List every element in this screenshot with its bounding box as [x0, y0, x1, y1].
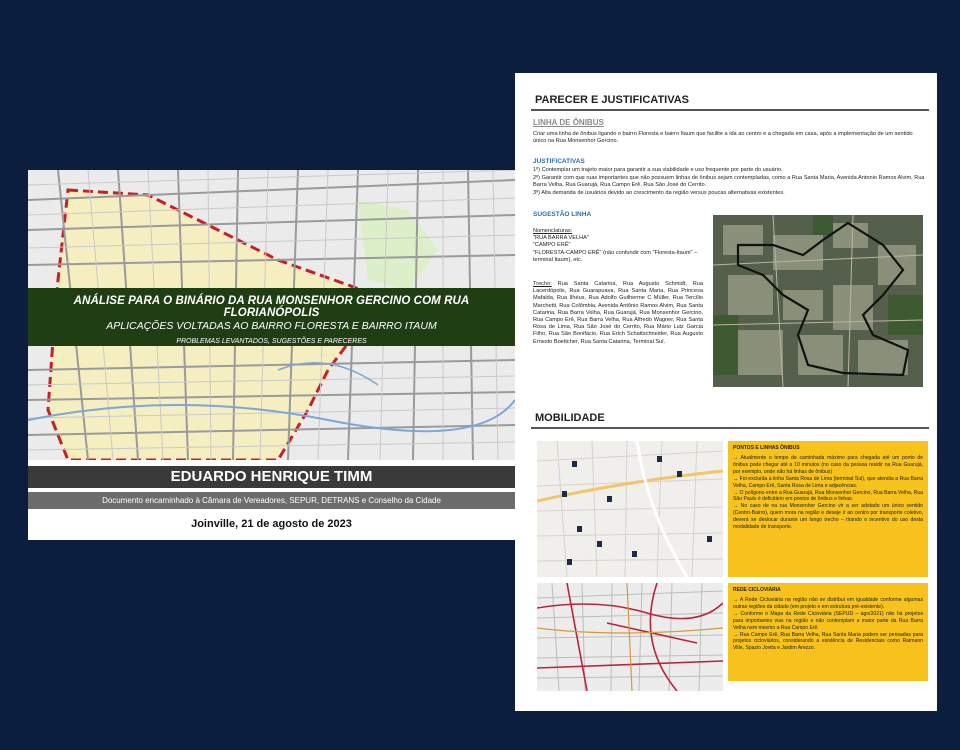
cover-subtitle: APLICAÇÕES VOLTADAS AO BAIRRO FLORESTA E BAIRRO ITAUM [106, 320, 437, 332]
justificativas-heading: JUSTIFICATIVAS [533, 158, 585, 165]
trecho-label: Trecho: [533, 281, 552, 287]
justificativa-2: 2º) Garantir com que ruas importantes que não possuem linhas de ônibus sejam contempladas, como a Rua Santa Maria, Avenida Antonio Ramos Alvim, Rua Barra Velha, Rua Guarujá, Rua Campo Erê, Rua São José do Cerrito. [533, 175, 925, 189]
bus-stops-box-title: PONTOS E LINHAS ÔNIBUS [733, 445, 800, 451]
bike-network-box-text: → A Rede Cicloviária na região não se distribui em igualdade conforme algumas outras regiões da cidade (em projeto e em estrutura pré-existente). → Conforme o Mapa da Rede Cicloviária (SEPUD – ago/2021) não há projetos para importantes vias na região e não contemplam a maior parte da Rua Barra Velha nem mesmo a Rua Campo Erê. → Rua Campo Erê, Rua Barra Velha, Rua Santa Maria podem ser pensadas para projetos cicloviários, considerando a existência de Residenciais como Raimann Ville, Spazio Jovita e Jardim Arezzo. [733, 597, 923, 652]
nomenclaturas-block [533, 228, 703, 264]
justificativa-1: 1º) Contemplar um trajeto maior para garantir a sua viabilidade e uso frequente por parte do usuário. [533, 167, 783, 173]
nomenclaturas-label: Nomenclaturas: [533, 228, 573, 234]
bus-stops-box-text: → Atualmente o tempo de caminhada máximo para chegada até um ponto de ônibus pode chegar até a 10 minutos (no caso da pessoa residir na Rua Guarujá, por exemplo, onde não há linhas de ônibus) → Foi excluída a linha Santa Rosa de Lima (terminal Sul), que atendia a Rua Barra Velha, Campo Erê, Santa Rosa de Lima e adjacências. → O polígono entre a Rua Guarujá, Rua Monsenhor Gercino, Rua Barra Velha, Rua São Paulo é deficitário em pontos de ônibus e linhas. → No caso de na rua Monsenhor Gercino vir a ser adotado um único sentido (Centro-Bairro), quem mora na região e deseje ir ao centro por transporte coletivo, deverá se deslocar durante um longo trecho – tirando o incentivo do uso desta modalidade de transporte. [733, 455, 923, 531]
bus-stops-highlight-box [728, 441, 928, 577]
linha-intro-text: Criar uma linha de ônibus ligando o bairro Floresta e bairro Itaum que facilite a ida ao centro e a chegada em casa, após a implementação de um sentido único na Rua Monsenhor Gercino. [533, 131, 913, 145]
cover-date: Joinville, 21 de agosto de 2023 [191, 518, 352, 530]
cover-tagline: PROBLEMAS LEVANTADOS, SUGESTÕES E PARECERES [176, 338, 367, 345]
report-page [515, 73, 937, 711]
cover-title-band [28, 288, 515, 346]
trecho-block [533, 281, 703, 346]
nomenclatura-item: "RUA BARRA VELHA" [533, 235, 589, 242]
justificativa-3: 3º) Alta demanda de usuários devido ao crescimento da região versus poucas alternativas existentes. [533, 190, 785, 196]
bike-network-box-title: REDE CICLOVIÁRIA [733, 587, 781, 593]
nomenclatura-item: "FLORESTA-CAMPO ERÊ" (não confundir com "Floresta-Itaum" – terminal Itaum), etc. [533, 249, 698, 263]
bike-network-highlight-box [728, 583, 928, 681]
cover-title: ANÁLISE PARA O BINÁRIO DA RUA MONSENHOR GERCINO COM RUA FLORIANÓPOLIS [73, 295, 470, 319]
aerial-route-map [713, 215, 923, 387]
bus-stops-map [537, 441, 723, 577]
sugestao-linha-heading: SUGESTÃO LINHA [533, 211, 592, 218]
section-title-mobilidade: MOBILIDADE [535, 412, 605, 424]
cover-author: EDUARDO HENRIQUE TIMM [28, 466, 515, 488]
linha-onibus-title: LINHA DE ÔNIBUS [533, 118, 604, 127]
bike-network-map [537, 583, 723, 691]
section-title-parecer: PARECER E JUSTIFICATIVAS [535, 94, 690, 106]
section-rule [531, 427, 929, 429]
trecho-text: Rua Santa Catarina, Rua Augusto Schmidt, Rua Lacerdópolis, Rua Guarapuava, Rua Santa Maria, Rua Princesa Mafalda, Rua Ilhéus, Rua Adolfo Guilherme C Müller, Rua Tercílio Marchetti, Rua Colômbia, Avenida Antônio Ramos Alvim, Rua Santa Catarina, Rua Barra Velha, Rua Guarujá, Rua Monsenhor Gercino, Rua Campo Erê, Rua Barra Velha, Rua Alfredo Wagner, Rua Santa Rosa de Lima, Rua São José do Cerrito, Rua Mário Luiz Garcia Filho, Rua São Bonifácio, Rua Erich Schattschneider, Rua Augusto Ernesto Boettcher, Rua Santa Catarina, Terminal Sul. [533, 281, 704, 345]
section-rule [531, 109, 929, 111]
cover-page [28, 170, 515, 540]
nomenclatura-item: "CAMPO ERÊ" [533, 242, 571, 249]
cover-recipients: Documento encaminhado à Câmara de Vereadores, SEPUR, DETRANS e Conselho da Cidade [28, 492, 515, 509]
